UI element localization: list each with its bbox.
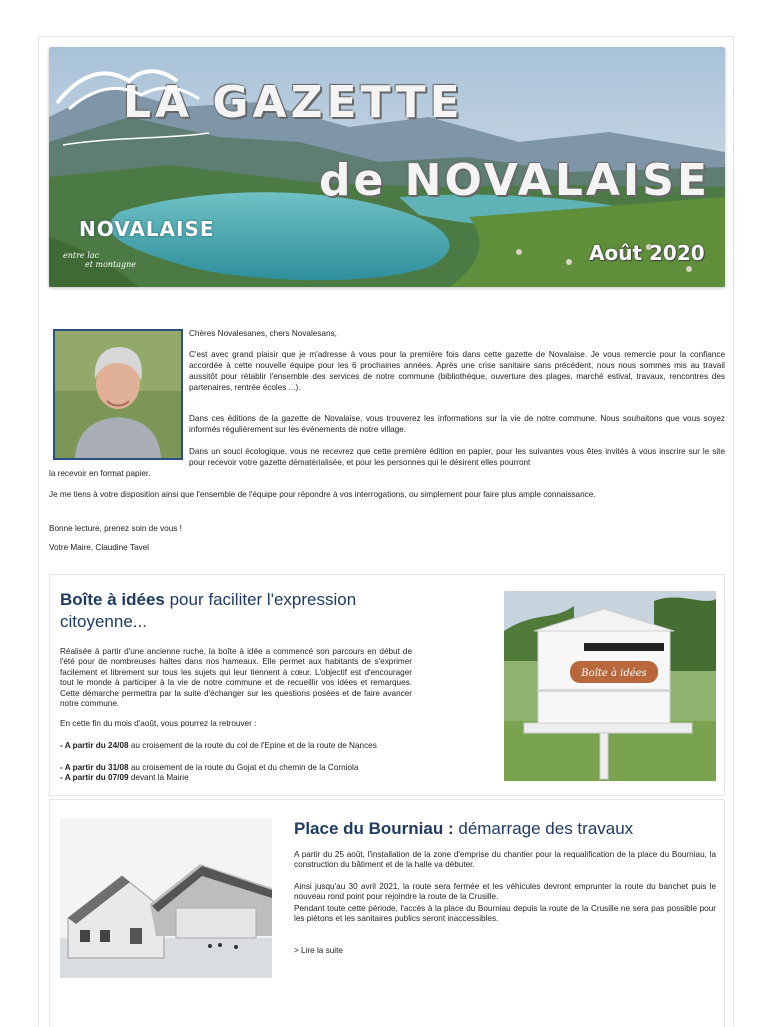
bourniau-article-title (294, 818, 714, 840)
boite-a-idees-article (49, 574, 725, 796)
header-banner (49, 47, 725, 287)
bourniau-paragraph-2: Ainsi jusqu'au 30 avril 2021, la route sera fermée et les véhicules devront emprunter la route du banchet puis le nouveau rond point pour rejoindre la route de la Crusille. (294, 882, 716, 902)
letter-signature: Votre Maire, Claudine Tavel (49, 543, 149, 552)
issue-date: Août 2020 (589, 241, 705, 265)
boite-paragraph-2: En cette fin du mois d'août, vous pourrez la retrouver : (60, 719, 257, 728)
gazette-title-line2: de NOVALAISE (319, 155, 711, 206)
bourniau-title-bold: Place du Bourniau : (294, 819, 454, 838)
boite-paragraph-1: Réalisée à partir d'une ancienne ruche, la boîte à idée a commencé son parcours en début de l'été pour de nombreuses haltes dans nos hameaux. Elle permet aux habitants de s'exprimer facilement et librement sur tous les sujets qui leur tiennent à cœur. L'objectif est d'encourager tout le monde à participer à la vie de notre commune et de recueillir vos idées et remarques. Cette démarche permettra par la suite d'échanger sur les questions posées et de faire avancer notre commune. (60, 647, 412, 709)
boite-date-2: - A partir du 31/08 au croisement de la route du Gojat et du chemin de la Corniola (60, 763, 359, 772)
letter-closing: Bonne lecture, prenez soin de vous ! (49, 524, 182, 533)
boite-date-3: - A partir du 07/09 devant la Mairie (60, 773, 189, 782)
bourniau-building-render (60, 818, 272, 978)
novalaise-logo-mountains (49, 47, 219, 157)
mayor-portrait (53, 329, 183, 460)
letter-paragraph-3-end: la recevoir en format papier. (49, 469, 151, 478)
gazette-title-line1: LA GAZETTE (123, 77, 464, 128)
letter-paragraph-2: Dans ces éditions de la gazette de Novalaise, vous trouverez les informations sur la vie de notre commune. Nous souhaitons que vous soyez informés régulièrement sur les événements de notre village. (189, 414, 725, 434)
letter-paragraph-4: Je me tiens à votre disposition ainsi que l'ensemble de l'équipe pour répondre à vos interrogations, ou simplement pour faire plus ample connaissance. (49, 490, 596, 499)
boite-date-1: - A partir du 24/08 au croisement de la route du col de l'Epine et de la route de Nances (60, 741, 377, 750)
place-du-bourniau-article (49, 799, 725, 1027)
newsletter-page (38, 36, 734, 1026)
logo-tagline-mountain: et montagne (85, 260, 137, 269)
boite-article-title (60, 589, 420, 633)
bourniau-paragraph-1: A partir du 25 août, l'installation de la zone d'emprise du chantier pour la requalification de la place du Bourniau, la construction du bâtiment et de la halle va débuter. (294, 850, 716, 870)
letter-greeting: Chères Novalesanes, chers Novalesans, (189, 329, 337, 338)
boite-a-idees-photo (504, 591, 716, 781)
bourniau-title-rest: démarrage des travaux (453, 819, 634, 838)
letter-paragraph-1: C'est avec grand plaisir que je m'adresse à vous pour la première fois dans cette gazette de Novalaise. Je vous remercie pour la confiance accordée à cette nouvelle équipe pour les 6 prochaines années. Après une crise sanitaire sans précédent, nous nous sommes mis au travail aussitôt pour rétablir l'ensemble des services de notre commune (bibliothèque, ouverture des plages, marché estival, travaux, rencontres des partenaires, rentrée écoles ...). (189, 350, 725, 392)
letter-paragraph-3: Dans un souci écologique, vous ne recevrez que cette première édition en papier, pour les suivantes vous êtes invités à vous inscrire sur le site pour recevoir votre gazette dématérialisée, et pour les personnes qui le désirent elles pourront (189, 447, 725, 467)
logo-wordmark: NOVALAISE (79, 217, 215, 241)
boite-sign-text: Boîte à idées (581, 668, 647, 679)
boite-title-rest: pour faciliter l'expression citoyenne... (60, 590, 357, 631)
boite-title-bold: Boîte à idées (60, 590, 165, 609)
read-more-link[interactable]: > Lire la suite (294, 946, 343, 955)
logo-tagline-lake: entre lac (63, 251, 100, 260)
bourniau-paragraph-3: Pendant toute cette période, l'accès à la place du Bourniau depuis la route de la Crusille ne sera pas possible pour les piétons et les sanitaires publics seront inaccessibles. (294, 904, 716, 924)
